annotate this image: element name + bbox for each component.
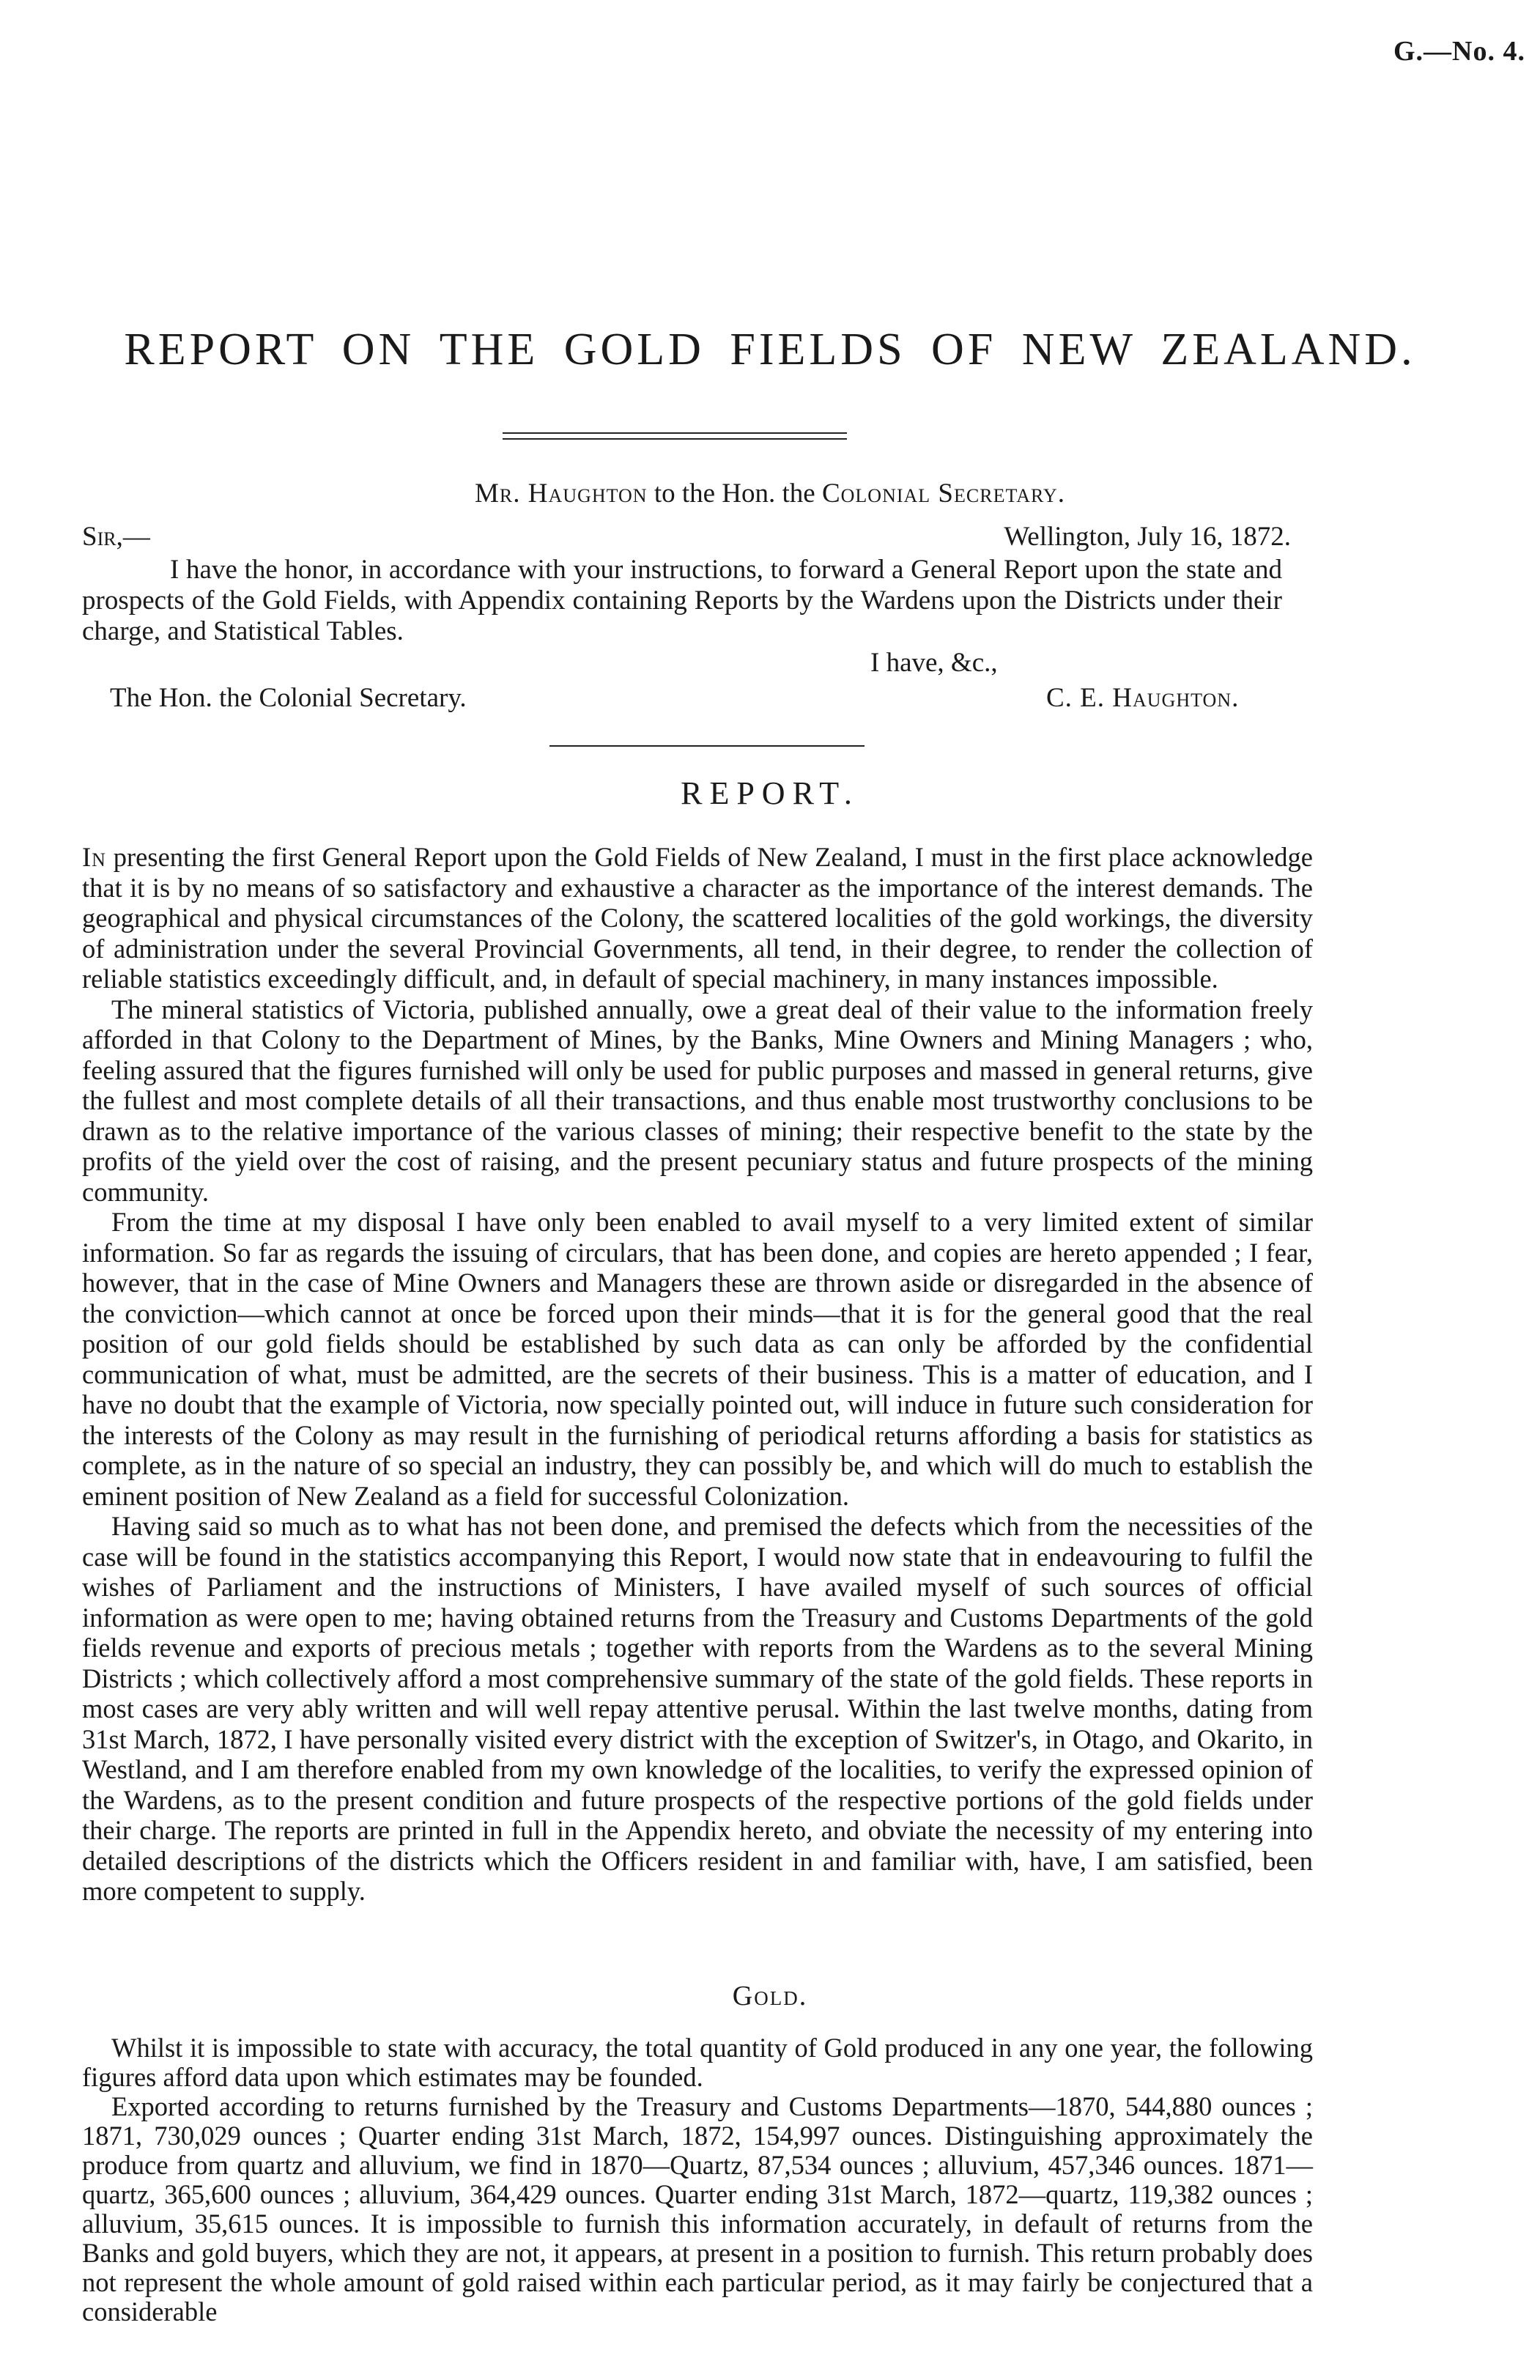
report-opening-initial: In bbox=[82, 842, 106, 872]
report-paragraph: The mineral statistics of Victoria, published annually, owe a great deal of their value to the information freely afforded in that Colony to the Department of Mines, by the Banks, Mine Owners and Mining Managers ; who, feeling assured that the figures furnished will only be used for public purposes and massed in general returns, give the fullest and most complete details of all their transactions, and thus enable most trustworthy conclusions to be drawn as to the relative importance of the various classes of mining; their respective benefit to the state by the profits of the yield over the cost of raising, and the present pecuniary status and future prospects of the mining community. bbox=[82, 994, 1313, 1207]
gold-section-heading: Gold. bbox=[732, 1981, 808, 2011]
report-paragraph: From the time at my disposal I have only been enabled to avail myself to a very limited extent of similar information. So far as regards the issuing of circulars, that has been done, and copies are hereto appended ; I fear, however, that in the case of Mine Owners and Managers these are thrown aside or disregarded in the absence of the conviction—which cannot at once be forced upon their minds—that it is for the general good that the real position of our gold fields should be established by such data as can only be afforded by the confidential communication of what, must be admitted, are the secrets of their business. This is a matter of education, and I have no doubt that the example of Victoria, now specially pointed out, will induce in future such consideration for the interests of the Colony as may result in the furnishing of periodical returns affording a basis for statistics as complete, as in the nature of so special an industry, they can possibly be, and which will do much to establish the eminent position of New Zealand as a field for successful Colonization. bbox=[82, 1207, 1313, 1511]
report-title: REPORT ON THE GOLD FIELDS OF NEW ZEALAND. bbox=[124, 325, 1416, 374]
letter-salutation: Sir,— bbox=[82, 522, 150, 552]
title-rule-top bbox=[503, 432, 847, 434]
section-divider bbox=[549, 745, 865, 747]
letter-closing: I have, &c., bbox=[870, 648, 998, 678]
gold-paragraph: Exported according to returns furnished by the Treasury and Customs Departments—1870, 544,880 ounces ; 1871, 730,029 ounces ; Quarter ending 31st March, 1872, 154,997 ounces. Distinguishing approximately the produce from quartz and alluvium, we find in 1870—Quartz, 87,534 ounces ; alluvium, 457,346 ounces. 1871—quartz, 365,600 ounces ; alluvium, 364,429 ounces. Quarter ending 31st March, 1872—quartz, 119,382 ounces ; alluvium, 35,615 ounces. It is impossible to furnish this information accurately, in default of returns from the Banks and gold buyers, which they are not, it appears, at present in a position to furnish. This return probably does not represent the whole amount of gold raised within each particular period, as it may fairly be conjectured that a considerable bbox=[82, 2091, 1313, 2327]
report-paragraph bbox=[82, 842, 1313, 994]
letter-addressee: The Hon. the Colonial Secretary. bbox=[110, 683, 467, 713]
letter-body: I have the honor, in accordance with your instructions, to forward a General Report upon the state and prospects of the Gold Fields, with Appendix containing Reports by the Wardens upon the Districts under their charge, and Statistical Tables. bbox=[82, 555, 1282, 646]
letter-to: Colonial Secretary. bbox=[821, 478, 1065, 509]
letter-heading-connector: to the Hon. the bbox=[647, 478, 822, 509]
report-body bbox=[82, 842, 1313, 1907]
gold-paragraph: Whilst it is impossible to state with accuracy, the total quantity of Gold produced in any one year, the following figures afford data upon which estimates may be founded. bbox=[82, 2033, 1313, 2092]
letter-signature: C. E. Haughton. bbox=[1046, 683, 1240, 713]
report-paragraph: Having said so much as to what has not been done, and premised the defects which from the necessities of the case will be found in the statistics accompanying this Report, I would now state that in endeavouring to fulfil the wishes of Parliament and the instructions of Ministers, I have availed myself of such sources of official information as were open to me; having obtained returns from the Treasury and Customs Departments of the gold fields revenue and exports of precious metals ; together with reports from the Wardens as to the several Mining Districts ; which collectively afford a most comprehensive summary of the state of the gold fields. These reports in most cases are very ably written and will well repay attentive perusal. Within the last twelve months, dating from 31st March, 1872, I have personally visited every district with the exception of Switzer's, in Otago, and Okarito, in Westland, and I am therefore enabled from my own knowledge of the localities, to verify the expressed opinion of the Wardens, as to the present condition and future prospects of the respective portions of the gold fields under their charge. The reports are printed in full in the Appendix hereto, and obviate the necessity of my entering into detailed descriptions of the districts which the Officers resident in and familiar with, have, I am satisfied, been more competent to supply. bbox=[82, 1511, 1313, 1906]
report-paragraph-text: presenting the first General Report upon the Gold Fields of New Zealand, I must in the first place acknowledge that it is by no means of so satisfactory and exhaustive a character as the importance of the interest demands. The geographical and physical circumstances of the Colony, the scattered localities of the gold workings, the diversity of administration under the several Provincial Governments, all tend, in their degree, to render the collection of reliable statistics exceedingly difficult, and, in default of special machinery, in many instances impossible. bbox=[82, 842, 1313, 994]
title-rule-bottom bbox=[503, 438, 847, 440]
letter-heading bbox=[0, 478, 1540, 509]
gold-section-body bbox=[82, 2033, 1313, 2327]
paper-reference-number: G.—No. 4. bbox=[1393, 36, 1525, 67]
report-heading: REPORT. bbox=[681, 775, 859, 811]
letter-from: Mr. Haughton bbox=[475, 478, 648, 509]
letter-dateline: Wellington, July 16, 1872. bbox=[1004, 522, 1291, 552]
